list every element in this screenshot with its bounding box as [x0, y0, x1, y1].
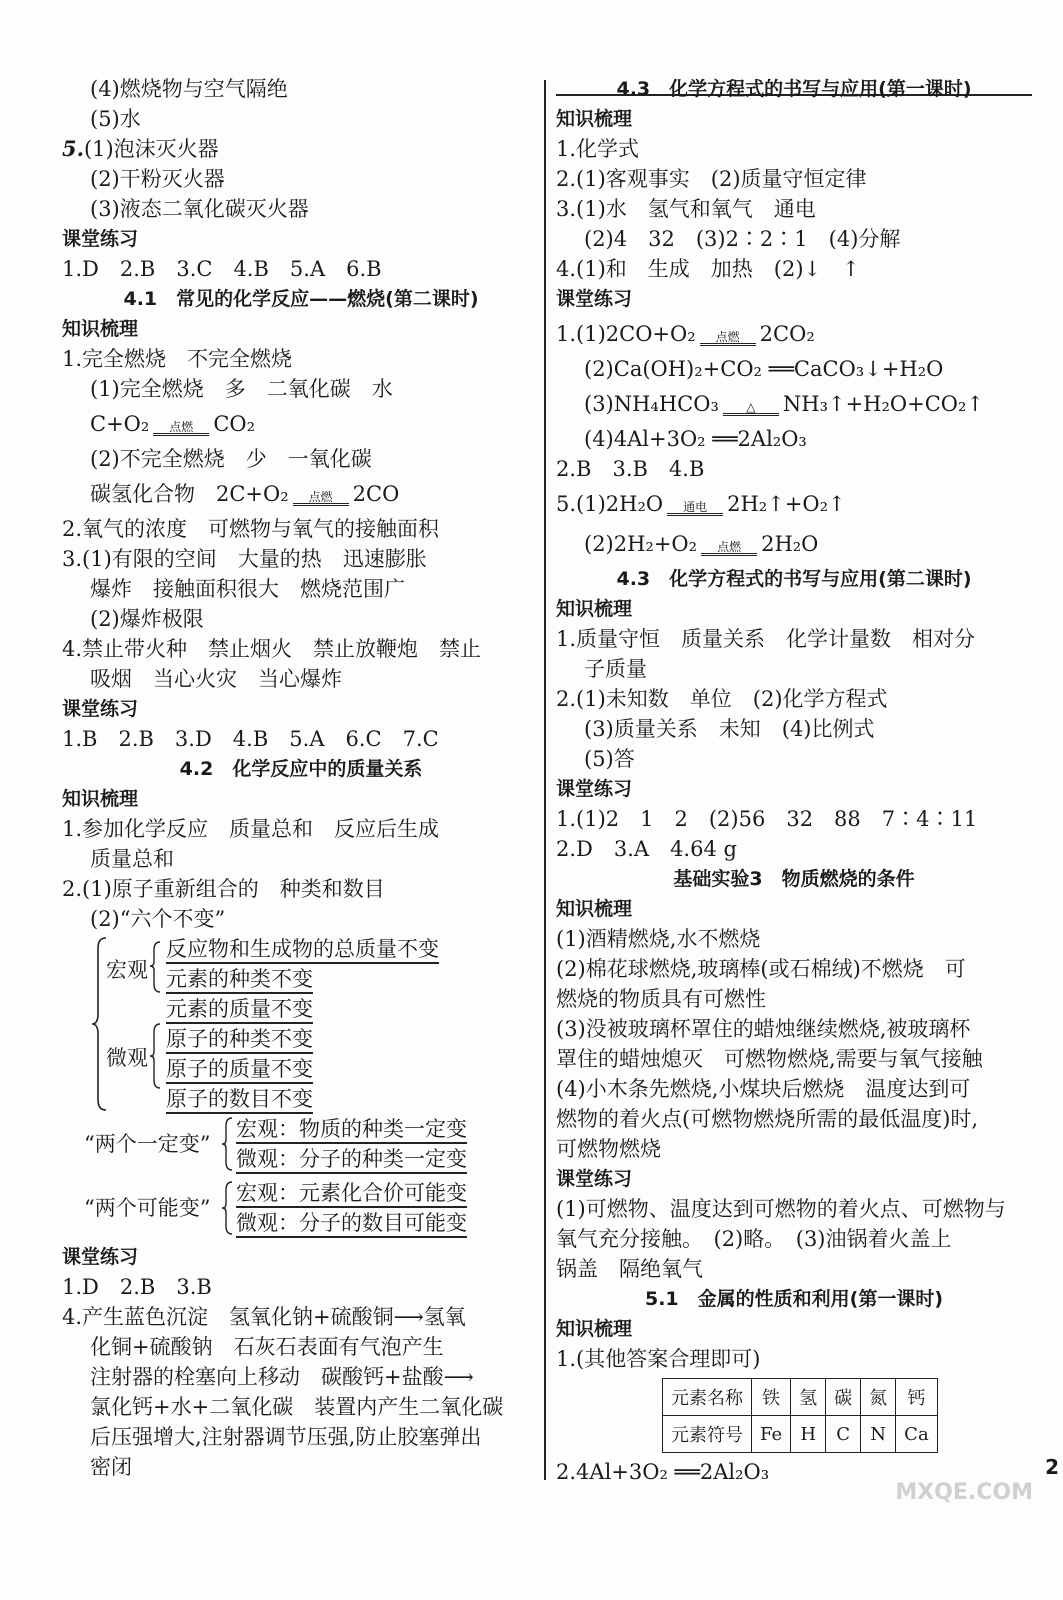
equation-line: 2.4Al+3O₂ ══2Al₂O₃	[556, 1460, 770, 1484]
text-line: (2)爆炸极限	[90, 607, 204, 631]
chapter-title: 4.1 常见的化学反应——燃烧(第二课时)	[123, 288, 479, 310]
change-item: 宏观：元素化合价可能变	[236, 1180, 467, 1208]
text-line: (4)燃烧物与空气隔绝	[90, 77, 288, 101]
section-heading: 知识梳理	[556, 1318, 633, 1340]
reaction-arrow	[293, 491, 349, 514]
text-line: 4.产生蓝色沉淀 氢氧化钠+硫酸铜⟶氢氧	[62, 1305, 466, 1329]
text-line: 锅盖 隔绝氧气	[556, 1257, 703, 1281]
text-line: 子质量	[584, 657, 647, 681]
equation-line	[556, 484, 1032, 524]
reaction-arrow	[701, 541, 757, 564]
text-line: 2.(1)未知数 单位 (2)化学方程式	[556, 687, 888, 711]
text-line: (3)液态二氧化碳灭火器	[90, 197, 309, 221]
reaction-condition: 通电	[683, 500, 708, 514]
right-column	[556, 74, 1032, 1487]
table-cell: Fe	[752, 1416, 791, 1453]
section-heading: 课堂练习	[62, 1246, 139, 1268]
text-line: 密闭	[90, 1455, 132, 1479]
equation-line	[62, 404, 540, 444]
equation-lhs: (2)2H₂+O₂	[584, 532, 698, 556]
section-heading: 课堂练习	[556, 1168, 633, 1190]
equation-rhs: 2CO	[352, 482, 400, 506]
change-item: 微观：分子的数目可能变	[236, 1210, 467, 1238]
equation-lhs: (3)NH₄HCO₃	[584, 392, 719, 416]
equation-rhs: 2H₂↑+O₂↑	[727, 492, 846, 516]
text-line: 爆炸 接触面积很大 燃烧范围广	[90, 577, 405, 601]
section-heading: 知识梳理	[556, 108, 633, 130]
table-cell: Ca	[896, 1416, 938, 1453]
equation-rhs: 2CO₂	[759, 322, 815, 346]
equation-lhs: 5.(1)2H₂O	[556, 492, 664, 516]
text-line: (2)干粉灭火器	[90, 167, 225, 191]
unchanged-item: 原子的种类不变	[166, 1026, 313, 1054]
text-line: 氯化钙+水+二氧化碳 装置内产生二氧化碳	[90, 1395, 504, 1419]
text-line	[62, 134, 540, 164]
text-line: 1.参加化学反应 质量总和 反应后生成	[62, 817, 440, 841]
table-cell: 元素名称	[663, 1379, 752, 1416]
micro-label: 微观	[106, 1046, 148, 1070]
table-cell: 氢	[791, 1379, 826, 1416]
change-item: 宏观：物质的种类一定变	[236, 1116, 467, 1144]
text-line: (5)水	[90, 107, 141, 131]
text-line: 罩住的蜡烛熄灭 可燃物燃烧,需要与氧气接触	[556, 1047, 983, 1071]
text-line: (2)不完全燃烧 少 一氧化碳	[90, 447, 372, 471]
text-line: (2)“六个不变”	[90, 907, 226, 931]
section-heading: 课堂练习	[556, 778, 633, 800]
text-line: 2.(1)客观事实 (2)质量守恒定律	[556, 167, 867, 191]
section-heading: 课堂练习	[556, 288, 633, 310]
equation-lhs: 1.(1)2CO+O₂	[556, 322, 696, 346]
text-line: (2)4 32 (3)2∶2∶1 (4)分解	[584, 227, 901, 251]
reaction-condition: △	[746, 400, 756, 414]
text-line: 后压强增大,注射器调节压强,防止胶塞弹出	[90, 1425, 482, 1449]
reaction-condition: 点燃	[715, 330, 740, 344]
table-cell: 氮	[861, 1379, 896, 1416]
table-row	[663, 1416, 938, 1453]
equation-line	[556, 314, 1032, 354]
chapter-title: 4.3 化学方程式的书写与应用(第一课时)	[616, 78, 972, 100]
unchanged-item: 原子的质量不变	[166, 1056, 313, 1084]
text-line: (4)小木条先燃烧,小煤块后燃烧 温度达到可	[556, 1077, 971, 1101]
text-line: 1.化学式	[556, 137, 640, 161]
section-heading: 知识梳理	[62, 788, 139, 810]
chapter-title: 4.3 化学方程式的书写与应用(第二课时)	[616, 568, 972, 590]
brace-svg	[220, 1114, 234, 1174]
text-line: (3)没被玻璃杯罩住的蜡烛继续燃烧,被玻璃杯	[556, 1017, 971, 1041]
text-line: 4.禁止带火种 禁止烟火 禁止放鞭炮 禁止	[62, 637, 482, 661]
chapter-title: 5.1 金属的性质和利用(第一课时)	[644, 1288, 944, 1310]
text-line: 3.(1)水 氢气和氧气 通电	[556, 197, 816, 221]
left-column	[62, 74, 540, 1482]
six-unchanged-diagram	[92, 934, 540, 1114]
table-cell: C	[826, 1416, 861, 1453]
text-line: 3.(1)有限的空间 大量的热 迅速膨胀	[62, 547, 427, 571]
answer-line: 1.(1)2 1 2 (2)56 32 88 7∶4∶11	[556, 807, 978, 831]
text-line: 燃物的着火点(可燃物燃烧所需的最低温度)时,	[556, 1107, 979, 1131]
unchanged-item: 反应物和生成物的总质量不变	[166, 936, 439, 964]
section-heading: 知识梳理	[62, 318, 139, 340]
text-line: 氧气充分接触。 (2)略。 (3)油锅着火盖上	[556, 1227, 952, 1251]
text-line: (1)完全燃烧 多 二氧化碳 水	[90, 377, 393, 401]
table-cell: 钙	[896, 1379, 938, 1416]
element-table	[662, 1378, 938, 1453]
text-line: 化铜+硫酸钠 石灰石表面有气泡产生	[90, 1335, 444, 1359]
answer-line: 1.B 2.B 3.D 4.B 5.A 6.C 7.C	[62, 727, 439, 751]
section-heading: 课堂练习	[62, 228, 139, 250]
text-line: (1)酒精燃烧,水不燃烧	[556, 927, 761, 951]
text-line: (1)可燃物、温度达到可燃物的着火点、可燃物与	[556, 1197, 1006, 1221]
equation-lhs: 碳氢化合物 2C+O₂	[90, 482, 289, 506]
section-heading: 知识梳理	[556, 898, 633, 920]
unchanged-item: 元素的质量不变	[166, 996, 313, 1024]
text-line: 4.(1)和 生成 加热 (2)↓ ↑	[556, 257, 860, 281]
equation-line	[556, 524, 1032, 564]
text-line: 注射器的栓塞向上移动 碳酸钙+盐酸⟶	[90, 1365, 474, 1389]
chapter-title: 4.2 化学反应中的质量关系	[179, 758, 423, 780]
table-cell: 碳	[826, 1379, 861, 1416]
page-number: 2	[1045, 1455, 1059, 1479]
reaction-arrow	[153, 421, 209, 444]
item-number: 5.	[62, 136, 84, 161]
two-must-change	[62, 1114, 540, 1176]
equation-line	[556, 384, 1032, 424]
text-line: (3)质量关系 未知 (4)比例式	[584, 717, 875, 741]
change-item: 微观：分子的种类一定变	[236, 1146, 467, 1174]
reaction-arrow	[723, 401, 779, 424]
brace-svg	[220, 1178, 234, 1238]
table-cell: 元素符号	[663, 1416, 752, 1453]
text-line: 质量总和	[90, 847, 174, 871]
answer-line: 2.B 3.B 4.B	[556, 457, 705, 481]
chapter-title: 基础实验3 物质燃烧的条件	[673, 868, 915, 890]
text-line: 燃烧的物质具有可燃性	[556, 987, 766, 1011]
item-text: (1)泡沫灭火器	[83, 137, 219, 161]
equation-lhs: C+O₂	[90, 412, 150, 436]
equation-line: (2)Ca(OH)₂+CO₂ ══CaCO₃↓+H₂O	[584, 357, 944, 381]
answer-line: 2.D 3.A 4.64 g	[556, 837, 737, 861]
reaction-condition: 点燃	[169, 420, 194, 434]
text-line: 可燃物燃烧	[556, 1137, 661, 1161]
text-line: 1.(其他答案合理即可)	[556, 1347, 761, 1371]
two-must-label: “两个一定变”	[84, 1132, 211, 1156]
reaction-arrow	[667, 501, 723, 524]
two-may-label: “两个可能变”	[84, 1196, 211, 1220]
equation-rhs: NH₃↑+H₂O+CO₂↑	[782, 392, 985, 416]
answer-line: 1.D 2.B 3.C 4.B 5.A 6.B	[62, 257, 382, 281]
text-line: 吸烟 当心火灾 当心爆炸	[90, 667, 342, 691]
equation-rhs: CO₂	[213, 412, 256, 436]
two-may-change	[62, 1176, 540, 1242]
table-cell: H	[791, 1416, 826, 1453]
table-cell: N	[861, 1416, 896, 1453]
equation-line	[62, 474, 540, 514]
reaction-condition: 点燃	[717, 540, 742, 554]
unchanged-item: 原子的数目不变	[166, 1086, 313, 1114]
text-line: 1.质量守恒 质量关系 化学计量数 相对分	[556, 627, 976, 651]
text-line: (2)棉花球燃烧,玻璃棒(或石棉绒)不燃烧 可	[556, 957, 966, 981]
macro-label: 宏观	[106, 958, 148, 982]
table-cell: 铁	[752, 1379, 791, 1416]
section-heading: 课堂练习	[62, 698, 139, 720]
reaction-condition: 点燃	[308, 490, 333, 504]
text-line: 2.(1)原子重新组合的 种类和数目	[62, 877, 385, 901]
table-row	[663, 1379, 938, 1416]
text-line: 2.氧气的浓度 可燃物与氧气的接触面积	[62, 517, 440, 541]
text-line: (5)答	[584, 747, 635, 771]
reaction-arrow	[700, 331, 756, 354]
equation-rhs: 2H₂O	[761, 532, 819, 556]
column-divider	[544, 80, 546, 1480]
answer-line: 1.D 2.B 3.B	[62, 1275, 212, 1299]
equation-line: (4)4Al+3O₂ ══2Al₂O₃	[584, 427, 807, 451]
watermark: MXQE.COM	[895, 1480, 1033, 1505]
section-heading: 知识梳理	[556, 598, 633, 620]
unchanged-item: 元素的种类不变	[166, 966, 313, 994]
text-line: 1.完全燃烧 不完全燃烧	[62, 347, 293, 371]
